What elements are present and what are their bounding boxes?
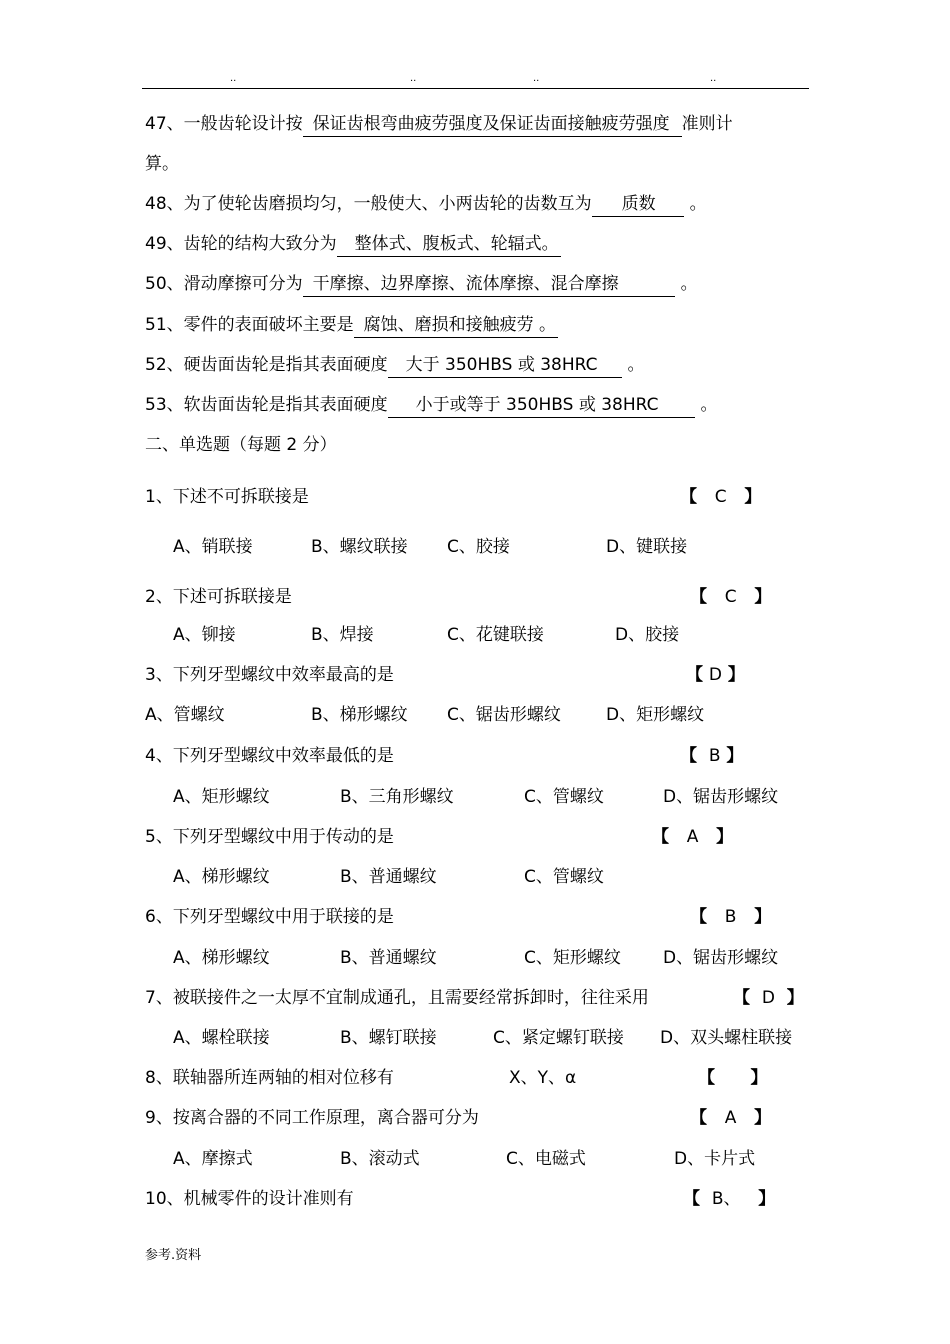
answer-bracket: 【 D 】 <box>686 665 745 685</box>
answer-bracket: 【 B 】 <box>690 907 772 927</box>
header-dots: .. <box>410 73 417 84</box>
question-text: 51、零件的表面破坏主要是 <box>145 315 354 335</box>
option: D、键联接 <box>606 537 688 557</box>
option: B、焊接 <box>311 625 374 645</box>
option: A、螺栓联接 <box>173 1028 270 1048</box>
option: A、管螺纹 <box>145 705 225 725</box>
option: A、销联接 <box>173 537 253 557</box>
option: D、矩形螺纹 <box>606 705 705 725</box>
option: B、三角形螺纹 <box>340 787 454 807</box>
question-49 <box>145 232 561 257</box>
answer-blank: 干摩擦、边界摩擦、流体摩擦、混合摩擦 <box>303 272 675 297</box>
answer-letter: C <box>724 587 737 607</box>
question-50 <box>145 272 698 297</box>
option: C、花键联接 <box>447 625 544 645</box>
option: C、管螺纹 <box>524 787 604 807</box>
mcq-question: 9、按离合器的不同工作原理，离合器可分为 <box>145 1108 479 1128</box>
answer-letter: A <box>686 827 699 847</box>
option: A、铆接 <box>173 625 236 645</box>
question-text: 53、软齿面齿轮是指其表面硬度 <box>145 395 388 415</box>
option: A、矩形螺纹 <box>173 787 270 807</box>
answer-letter: A <box>724 1108 737 1128</box>
answer-letter: B <box>708 746 721 766</box>
option: B、螺钉联接 <box>340 1028 437 1048</box>
question-48 <box>145 192 707 217</box>
answer-bracket: 【 C 】 <box>680 487 762 507</box>
answer-letter: D <box>761 988 775 1008</box>
mcq-question: 3、下列牙型螺纹中效率最高的是 <box>145 665 394 685</box>
option: C、矩形螺纹 <box>524 948 621 968</box>
option: A、梯形螺纹 <box>173 867 270 887</box>
answer-blank: 保证齿根弯曲疲劳强度及保证齿面接触疲劳强度 <box>303 112 682 137</box>
option: B、普通螺纹 <box>340 867 437 887</box>
option: B、梯形螺纹 <box>311 705 408 725</box>
option: D、锯齿形螺纹 <box>663 787 779 807</box>
option: C、胶接 <box>447 537 510 557</box>
question-text: 。 <box>680 274 698 294</box>
mcq-question: 7、被联接件之一太厚不宜制成通孔，且需要经常拆卸时，往往采用 <box>145 988 649 1008</box>
answer-blank: 质数 <box>592 192 684 217</box>
answer-letter: B、 <box>711 1189 741 1209</box>
answer-blank: 整体式、腹板式、轮辐式。 <box>337 232 561 257</box>
option: D、双头螺柱联接 <box>660 1028 793 1048</box>
question-text: 50、滑动摩擦可分为 <box>145 274 303 294</box>
answer-bracket: 【 B、 】 <box>683 1189 776 1209</box>
question-51 <box>145 313 558 338</box>
header-dots: .. <box>710 73 717 84</box>
mcq-question: 6、下列牙型螺纹中用于联接的是 <box>145 907 394 927</box>
question-53 <box>145 393 718 418</box>
section-title: 二、单选题（每题 2 分） <box>145 435 337 455</box>
mcq-question: 2、下述可拆联接是 <box>145 587 292 607</box>
header-dots: .. <box>230 73 237 84</box>
question-text: 48、为了使轮齿磨损均匀，一般使大、小两齿轮的齿数互为 <box>145 194 592 214</box>
option: A、摩擦式 <box>173 1149 253 1169</box>
answer-letter: C <box>714 487 727 507</box>
option: C、紧定螺钉联接 <box>493 1028 624 1048</box>
answer-blank: 小于或等于 350HBS 或 38HRC <box>388 393 695 418</box>
answer-bracket: 【 D 】 <box>733 988 804 1008</box>
inline-answer: X、Y、α <box>509 1068 577 1088</box>
answer-letter: D <box>708 665 723 685</box>
footer-text: 参考.资料 <box>145 1248 202 1263</box>
question-47 <box>145 112 733 137</box>
option: D、胶接 <box>615 625 680 645</box>
question-52 <box>145 353 645 378</box>
answer-blank: 腐蚀、磨损和接触疲劳 。 <box>354 313 558 338</box>
option: C、管螺纹 <box>524 867 604 887</box>
option: D、卡片式 <box>674 1149 756 1169</box>
option: C、锯齿形螺纹 <box>447 705 561 725</box>
question-text: 52、硬齿面齿轮是指其表面硬度 <box>145 355 388 375</box>
option: C、电磁式 <box>506 1149 586 1169</box>
answer-bracket: 【 A 】 <box>690 1108 772 1128</box>
option: A、梯形螺纹 <box>173 948 270 968</box>
answer-bracket: 【 A 】 <box>652 827 734 847</box>
question-text: 。 <box>627 355 645 375</box>
header-dots: .. <box>533 73 540 84</box>
answer-blank: 大于 350HBS 或 38HRC <box>388 353 622 378</box>
answer-bracket: 【 B 】 <box>680 746 744 766</box>
question-text: 49、齿轮的结构大致分为 <box>145 234 337 254</box>
mcq-question: 8、联轴器所连两轴的相对位移有 <box>145 1068 394 1088</box>
mcq-question: 4、下列牙型螺纹中效率最低的是 <box>145 746 394 766</box>
option: D、锯齿形螺纹 <box>663 948 779 968</box>
question-text: 准则计 <box>681 114 733 134</box>
header-rule <box>142 88 809 89</box>
option: B、普通螺纹 <box>340 948 437 968</box>
question-text: 。 <box>689 194 707 214</box>
question-text: 。 <box>700 395 718 415</box>
option: B、滚动式 <box>340 1149 420 1169</box>
mcq-question: 5、下列牙型螺纹中用于传动的是 <box>145 827 394 847</box>
question-47-cont: 算。 <box>145 154 179 174</box>
option: B、螺纹联接 <box>311 537 408 557</box>
answer-bracket: 【 C 】 <box>690 587 772 607</box>
mcq-question: 10、机械零件的设计准则有 <box>145 1189 354 1209</box>
answer-bracket: 【 】 <box>698 1068 768 1088</box>
mcq-question: 1、下述不可拆联接是 <box>145 487 309 507</box>
answer-letter: B <box>724 907 737 927</box>
question-text: 47、一般齿轮设计按 <box>145 114 303 134</box>
